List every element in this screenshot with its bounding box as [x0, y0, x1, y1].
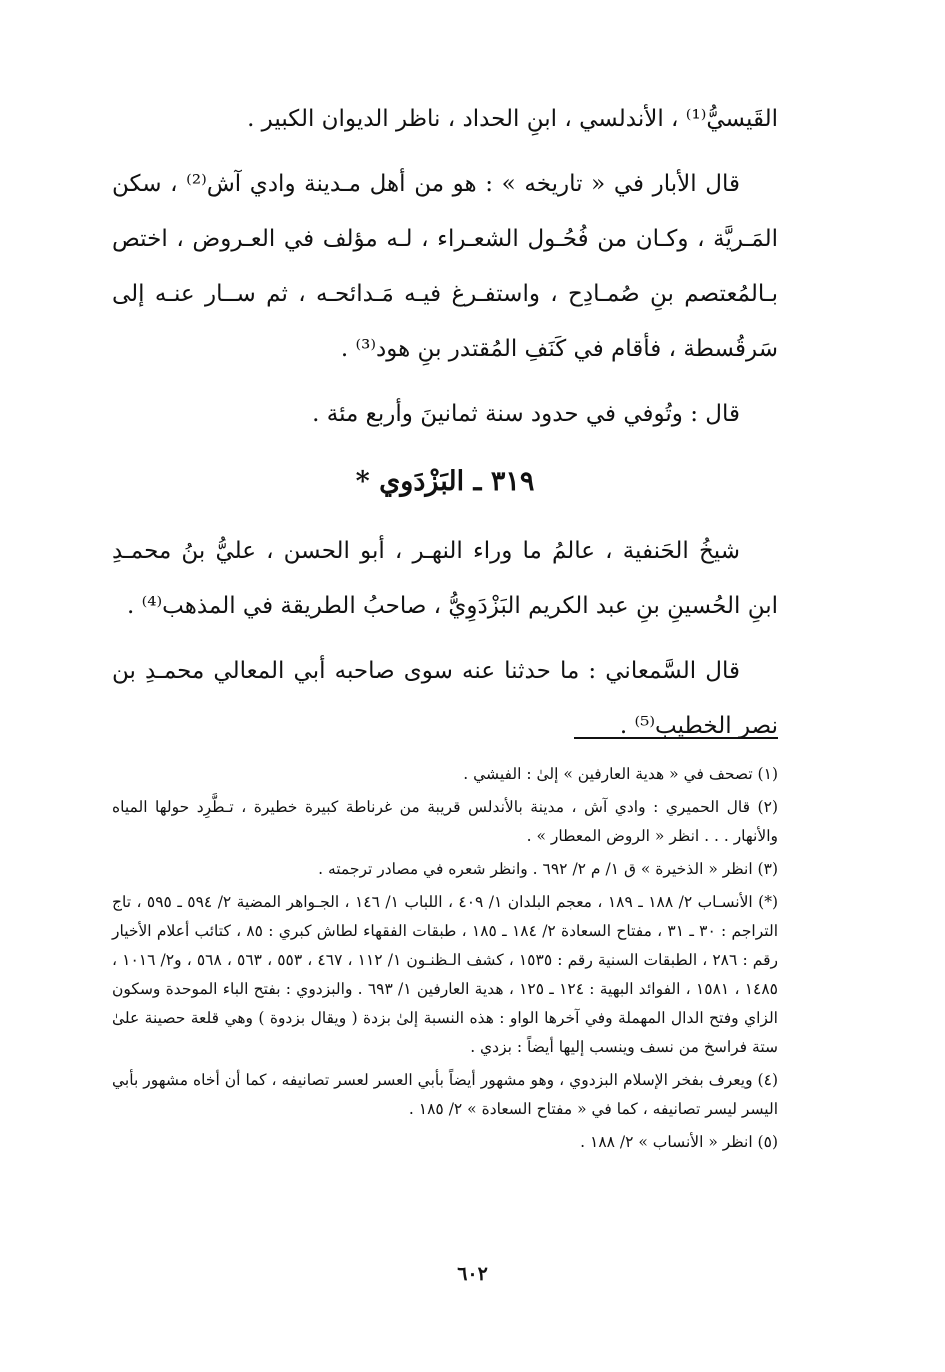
entry-heading: ٣١٩ ـ البَزْدَوي * — [355, 466, 535, 497]
footnote-1: (١) تصحف في « هدية العارفين » إلىٰ : الفيشي . — [463, 765, 778, 783]
paragraph-abbar-quote: قال الأبار في « تاريخه » : هو من أهل مـدينة وادي آش⁽²⁾ ، سكن المَـريَّة ، وكـان من فُحُـول الشعـراء ، لـه مؤلف في العـروض ، اختص بـالمُعتصم بنِ صُمـادِح ، واستفـرغ فيـه مَـدائحـه ، ثم ســار عنـه إلى سَرقُسطة ، فأقام في كَنَفِ المُقتدر بنِ هود⁽³⁾ . — [112, 171, 778, 362]
paragraph-samani-quote: قال السَّمعاني : ما حدثنا عنه سوى صاحبه أبي المعالي محمـدِ بن نصر الخطيب⁽⁵⁾ . — [112, 658, 778, 739]
footnotes — [112, 760, 778, 1161]
paragraph-continuation: القَيسيُّ⁽¹⁾ ، الأندلسي ، ابنِ الحداد ، ناظر الديوان الكبير . — [247, 106, 778, 132]
main-text — [112, 92, 778, 764]
page-number: ٦٠٢ — [457, 1263, 488, 1285]
footnote-5: (٥) انظر « الأنساب » ٢/ ١٨٨ . — [580, 1133, 778, 1151]
footnote-2: (٢) قال الحميري : وادي آش ، مدينة بالأندلس قريبة من غرناطة كبيرة خطيرة ، تـطَّرِد حولها المياه والأنهار . . . انظر « الروض المعطار » . — [112, 798, 778, 845]
footnote-sources: (*) الأنسـاب ٢/ ١٨٨ ـ ١٨٩ ، معجم البلدان ١/ ٤٠٩ ، اللباب ١/ ١٤٦ ، الجـواهر المضية ٢/ ٥٩٤ ـ ٥٩٥ ، تاج التراجم : ٣٠ ـ ٣١ ، مفتاح السعادة ٢/ ١٨٤ ـ ١٨٥ ، طبقات الفقهاء لطاش كبري : ٨٥ ، كتائب أعلام الأخيار رقم : ٢٨٦ ، الطبقات السنية رقم : ١٥٣٥ ، كشف الـظنـون ١/ ١١٢ ، ٤٦٧ ، ٥٥٣ ، ٥٦٣ ، ٥٦٨ ، و٢/ ١٠١٦ ، ١٤٨٥ ، ١٥٨١ ، الفوائد البهية : ١٢٤ ـ ١٢٥ ، هدية العارفين ١/ ٦٩٣ . والبزدوي : بفتح الباء الموحدة وسكون الزاي وفتح الدال المهملة وفي آخرها الواو : هذه النسبة إلىٰ بزدة ( ويقال بزدوة ) وهي قلعة حصينة علىٰ ستة فراسخ من نسف وينسب إليها أيضاً : بزدي . — [112, 893, 779, 1056]
paragraph-death-date: قال : وتُوفي في حدود سنة ثمانينَ وأربع مئة . — [312, 401, 740, 427]
footnote-divider — [574, 737, 778, 739]
footnote-4: (٤) ويعرف بفخر الإسلام البزدوي ، وهو مشهور أيضاً بأبي العسر لعسر تصانيفه ، كما أن أخاه مشهور بأبي اليسر ليسر تصانيفه ، كما في « مفتاح السعادة » ٢/ ١٨٥ . — [112, 1071, 778, 1118]
footnote-3: (٣) انظر « الذخيرة » ق ١/ م ٢/ ٦٩٢ . وانظر شعره في مصادر ترجمته . — [318, 860, 778, 878]
paragraph-bazdawi-intro: شيخُ الحَنفية ، عالمُ ما وراء النهـر ، أبو الحسن ، عليُّ بنُ محمـدِ ابنِ الحُسينِ بنِ عبد الكريم البَزْدَوِيُّ ، صاحبُ الطريقة في المذهب⁽⁴⁾ . — [112, 538, 778, 619]
